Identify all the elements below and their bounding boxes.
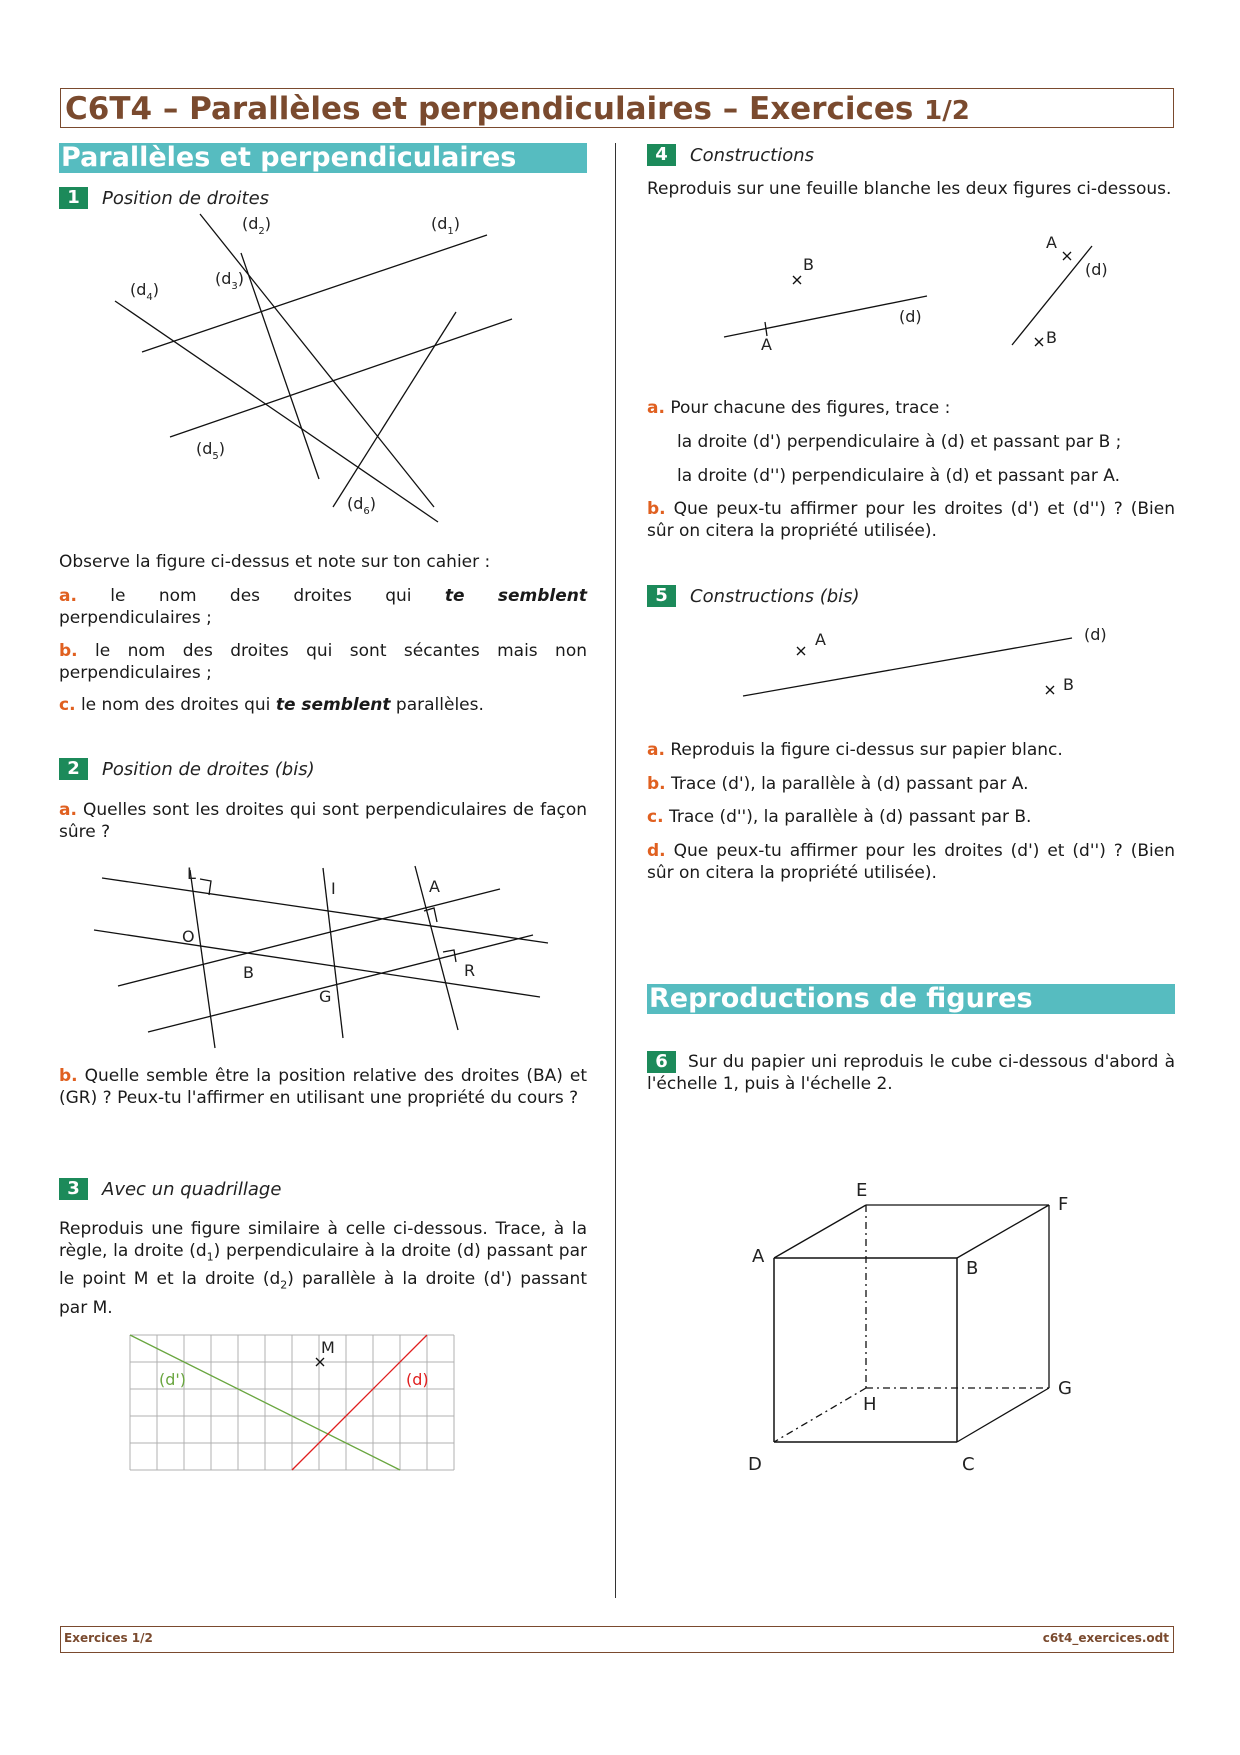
exercise-title: Avec un quadrillage	[102, 1178, 282, 1200]
cube-label-B: B	[966, 1258, 979, 1279]
ex5-question-d: d. Que peux-tu affirmer pour les droites (d') et (d'') ? (Bien sûr on citera la propriété utilisée).	[647, 841, 1176, 883]
ex4-question-a: a. Pour chacune des figures, trace :	[647, 398, 951, 418]
ex1-question-b: b. le nom des droites qui sont sécantes mais non perpendiculaires ;	[59, 641, 587, 683]
label-B: B	[1063, 675, 1074, 694]
label-M: M	[321, 1338, 335, 1357]
ex1-question-c: c. le nom des droites qui te semblent parallèles.	[59, 695, 484, 715]
line-d3	[241, 253, 319, 479]
exercise-5-header	[647, 585, 860, 607]
fig1-label-B: B	[803, 255, 814, 274]
title-box	[60, 88, 1174, 128]
label-d3: $(d_3)$	[215, 269, 245, 292]
exercise-number: 4	[647, 144, 676, 166]
footer-right: c6t4_exercices.odt	[1042, 1631, 1169, 1645]
point-label-B: B	[243, 963, 254, 982]
exercise-number: 3	[59, 1178, 88, 1200]
ex5-question-b: b. Trace (d'), la parallèle à (d) passant par A.	[647, 774, 1029, 794]
fig1-label-A: A	[761, 335, 772, 354]
cube-label-F: F	[1058, 1194, 1069, 1215]
exercise-title: Position de droites (bis)	[102, 758, 315, 780]
column-divider	[615, 143, 616, 1598]
cube-label-C: C	[962, 1454, 975, 1475]
point-label-O: O	[182, 927, 195, 946]
line-d4	[115, 301, 438, 522]
figure-points-lines	[90, 860, 560, 1050]
exercise-number: 1	[59, 187, 88, 209]
label-d: (d)	[406, 1370, 429, 1389]
ex2-question-b: b. Quelle semble être la position relative des droites (BA) et (GR) ? Peux-tu l'affirmer en utilisant une propriété du cours ?	[59, 1066, 588, 1108]
cube-label-H: H	[863, 1394, 877, 1415]
point-label-G: G	[319, 987, 332, 1006]
ex4-question-b: b. Que peux-tu affirmer pour les droites (d') et (d'') ? (Bien sûr on citera la propriété utilisée).	[647, 499, 1176, 541]
figure-lines-d1-d6	[100, 205, 540, 525]
fig1-label-d: (d)	[899, 307, 922, 326]
label-d2: $(d_2)$	[242, 214, 272, 237]
cube-label-A: A	[752, 1246, 765, 1267]
point-label-A: A	[429, 877, 440, 896]
label-d4: $(d_4)$	[130, 280, 160, 303]
exercise-2-header	[59, 758, 315, 780]
exercise-title: Constructions	[690, 144, 814, 166]
fig2-label-B: B	[1046, 328, 1057, 347]
ex4-question-a-line1: la droite (d') perpendiculaire à (d) et passant par B ;	[677, 432, 1122, 452]
point-label-I: I	[331, 879, 336, 898]
ex3-instructions: Reproduis une figure similaire à celle ci-dessous. Trace, à la règle, la droite $(d_1)$ perpendiculaire à la droite (d) passant par le point M et la droite $(d_2)$ parallèle à la droite (d') passant par M.	[59, 1219, 587, 1318]
cube-figure	[740, 1170, 1100, 1480]
section-header-reproductions: Reproductions de figures	[647, 984, 1175, 1014]
exercise-4-header	[647, 144, 814, 166]
line-d1	[142, 235, 487, 352]
line-d5	[170, 319, 512, 437]
ex5-question-a: a. Reproduis la figure ci-dessus sur papier blanc.	[647, 740, 1063, 760]
point-label-L: L	[187, 864, 196, 883]
exercise-title: Constructions (bis)	[690, 585, 860, 607]
cube-label-D: D	[748, 1454, 762, 1475]
ex1-question-a: a. le nom des droites qui te semblent perpendiculaires ;	[59, 586, 587, 628]
grid-figure	[129, 1334, 459, 1474]
label-d5: $(d_5)$	[196, 439, 226, 462]
footer	[60, 1626, 1174, 1653]
fig2-label-A: A	[1046, 233, 1057, 252]
section-header-parallels: Parallèles et perpendiculaires	[59, 143, 587, 173]
grid-lines	[130, 1335, 454, 1470]
exercise-title: Position de droites	[102, 187, 270, 209]
ex6-instructions: 6 Sur du papier uni reproduis le cube ci-dessous d'abord à l'échelle 1, puis à l'échelle 2.	[647, 1051, 1175, 1094]
footer-left: Exercices 1/2	[64, 1631, 153, 1645]
label-d1: $(d_1)$	[431, 214, 461, 237]
label-dprime: (d')	[159, 1370, 187, 1389]
exercise-number: 5	[647, 585, 676, 607]
exercise-number: 6	[647, 1051, 676, 1073]
ex2-question-a: a. Quelles sont les droites qui sont perpendiculaires de façon sûre ?	[59, 800, 588, 842]
point-label-R: R	[464, 961, 476, 980]
label-A: A	[815, 630, 826, 649]
label-d: (d)	[1084, 625, 1107, 644]
line-d6	[333, 312, 456, 507]
ex5-question-c: c. Trace (d''), la parallèle à (d) passant par B.	[647, 807, 1032, 827]
figures-constructions	[710, 230, 1130, 370]
fig2-label-d: (d)	[1085, 260, 1108, 279]
cube-label-G: G	[1058, 1378, 1072, 1399]
label-d6: $(d_6)$	[347, 494, 377, 517]
figure-constructions-bis	[735, 620, 1125, 705]
line-d2	[200, 214, 434, 507]
ex4-intro: Reproduis sur une feuille blanche les deux figures ci-dessous.	[647, 179, 1172, 199]
ex1-intro: Observe la figure ci-dessus et note sur ton cahier :	[59, 552, 491, 572]
exercise-3-header	[59, 1178, 281, 1200]
cube-label-E: E	[856, 1180, 868, 1201]
ex4-question-a-line2: la droite (d'') perpendiculaire à (d) et passant par A.	[677, 466, 1120, 486]
page-number: 1/2	[924, 96, 970, 126]
page-title: C6T4 – Parallèles et perpendiculaires – Exercices 1/2	[65, 91, 970, 127]
exercise-number: 2	[59, 758, 88, 780]
